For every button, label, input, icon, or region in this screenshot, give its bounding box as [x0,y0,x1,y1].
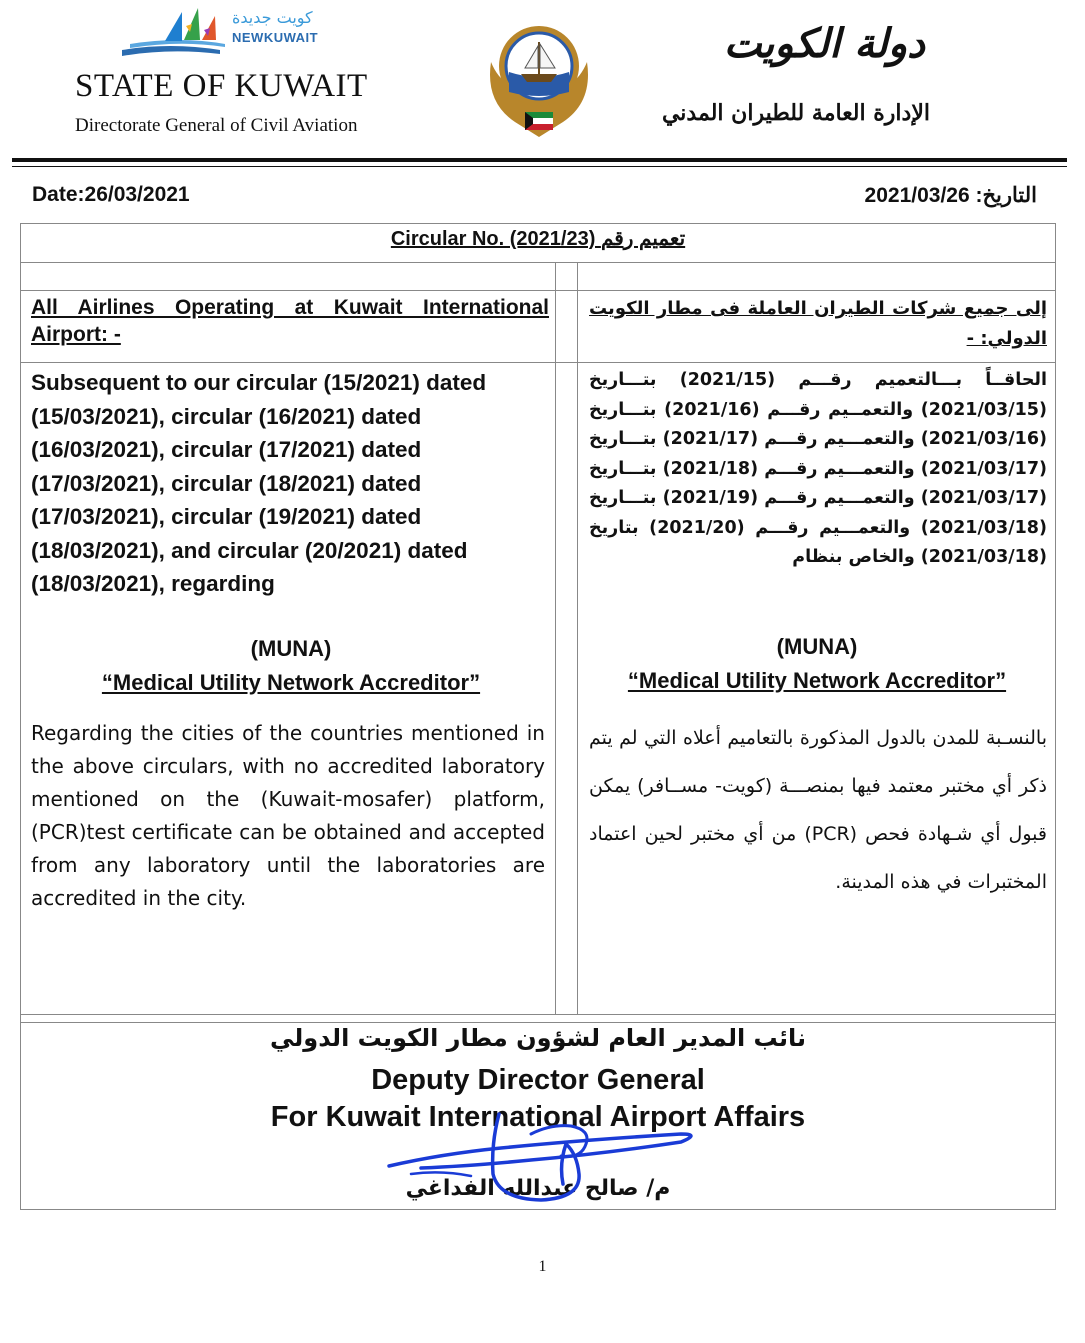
table-rule [21,362,1055,363]
newkuwait-arabic-text: كويت جديدة [232,8,313,27]
circular-table [20,223,1056,1210]
circular-number: Circular No. (2021/23) تعميم رقم [390,228,686,250]
signatory-title-en-2: For Kuwait International Airport Affairs [270,1101,806,1133]
muna-abbr: (MUNA) [776,634,858,659]
date-ar: التاريخ: 2021/03/26 [864,184,1037,207]
muna-heading-en [31,632,551,700]
addressee-en: All Airlines Operating at Kuwait International Airport: - [31,296,549,346]
signatory-title-en-1: Deputy Director General [371,1064,705,1096]
kuwait-emblem [485,22,593,140]
table-rule [21,1014,1055,1015]
table-rule [21,1022,1055,1023]
directorate-title-ar: الإدارة العامة للطيران المدني [661,100,930,126]
muna-full: “Medical Utility Network Accreditor” [627,668,1007,693]
addressee-ar: إلى جميع شركات الطيران العاملة فى مطار الكويت الدولي: - [589,298,1047,349]
signatory-title-ar: نائب المدير العام لشؤون مطار الكويت الدولي [269,1024,806,1052]
date-en: Date:26/03/2021 [32,183,190,206]
column-divider [555,262,556,1014]
newkuwait-english-text: NEWKUWAIT [232,30,319,45]
muna-full: “Medical Utility Network Accreditor” [101,670,481,695]
body-text-en: Subsequent to our circular (15/2021) dated (15/03/2021), circular (16/2021) dated (16/03/2021), circular (17/2021) dated (17/03/2021), circular (18/2021) dated (17/03/2021), circular (19/2021) dated (18/03/2021), and circular (20/2021) dated (18/03/2021), regarding [31,370,487,596]
header-rule-thick [12,158,1067,162]
table-rule [21,262,1055,263]
header-rule-thin [12,166,1067,167]
state-of-kuwait-title: STATE OF KUWAIT [75,68,368,104]
signatory-name-ar: م/ صالح عبدالله الفداغي [405,1176,671,1201]
muna-abbr: (MUNA) [250,636,332,661]
body-text-ar: الحاقــاً بـــالتعميم رقـــم (2021/15) بتـــاريخ (2021/03/15) والتعمــيم رقـــم (2021/16) بتـــاريخ (2021/03/16) والتعمـــيم رقـــم (2021/17) بتـــاريخ (2021/03/17) والتعمـــيم رقـــم (2021/18) بتـــاريخ (2021/03/17) والتعمـــيم رقـــم (2021/19) بتـــاريخ (2021/03/18) والتعمـــيم رقـــم (2021/20) بتاريخ (2021/03/18) والخاص بنظام [589,370,1047,567]
state-of-kuwait-title-ar: دولة الكويت [723,20,925,67]
directorate-title-en: Directorate General of Civil Aviation [75,115,358,136]
handwritten-signature [381,1104,721,1219]
paragraph-ar: بالنسـبة للمدن بالدول المذكورة بالتعاميم أعلاه التي لم يتم ذكر أي مختبر معتمد فيها بمنصـــة (كويت- مســافر) يمكن قبول أي شـهادة فحص (PCR) من أي مختبر لحين اعتماد المختبرات في هذه المدينة. [589,727,1047,893]
table-rule [21,290,1055,291]
muna-heading-ar [561,630,1073,698]
page-number: 1 [538,1258,547,1275]
paragraph-en: Regarding the cities of the countries mentioned in the above circulars, with no accredited laboratory mentioned on the (Kuwait-mosafer) platform, (PCR)test certificate can be obtained and accepted from any laboratory until the laboratories are accredited in the city. [31,721,545,910]
